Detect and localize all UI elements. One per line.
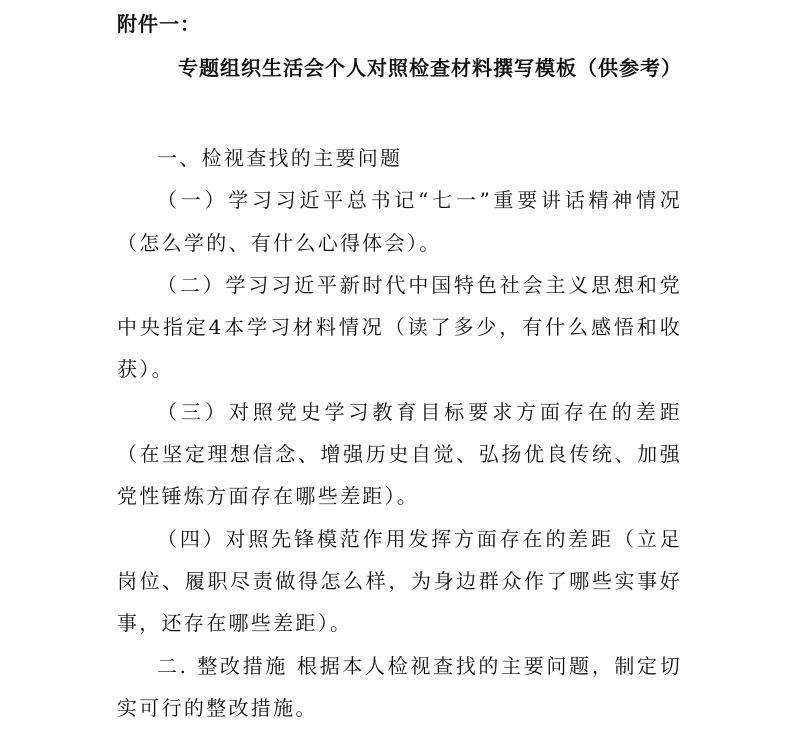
section-heading-measures: 二. 整改措施 根据本人检视查找的主要问题，制定切实可行的整改措施。 — [117, 653, 682, 720]
section-heading-problems: 一、检视查找的主要问题 — [157, 146, 403, 170]
paragraph-item-4: （四）对照先锋模范作用发挥方面存在的差距（立足岗位、履职尽责做得怎么样，为身边群众作了哪些实事好事，还存在哪些差距）。 — [117, 526, 682, 636]
paragraph-item-1: （一）学习习近平总书记“七一”重要讲话精神情况（怎么学的、有什么心得体会）。 — [117, 188, 682, 255]
document-body — [117, 137, 682, 729]
paragraph-item-2: （二）学习习近平新时代中国特色社会主义思想和党中央指定4本学习材料情况（读了多少，有什么感悟和收获）。 — [117, 272, 682, 382]
attachment-label: 附件一： — [117, 12, 201, 36]
paragraph-item-3: （三）对照党史学习教育目标要求方面存在的差距（在坚定理想信念、增强历史自觉、弘扬优良传统、加强党性锤炼方面存在哪些差距）。 — [117, 399, 682, 509]
document-title: 专题组织生活会个人对照检查材料撰写模板（供参考） — [178, 56, 682, 80]
